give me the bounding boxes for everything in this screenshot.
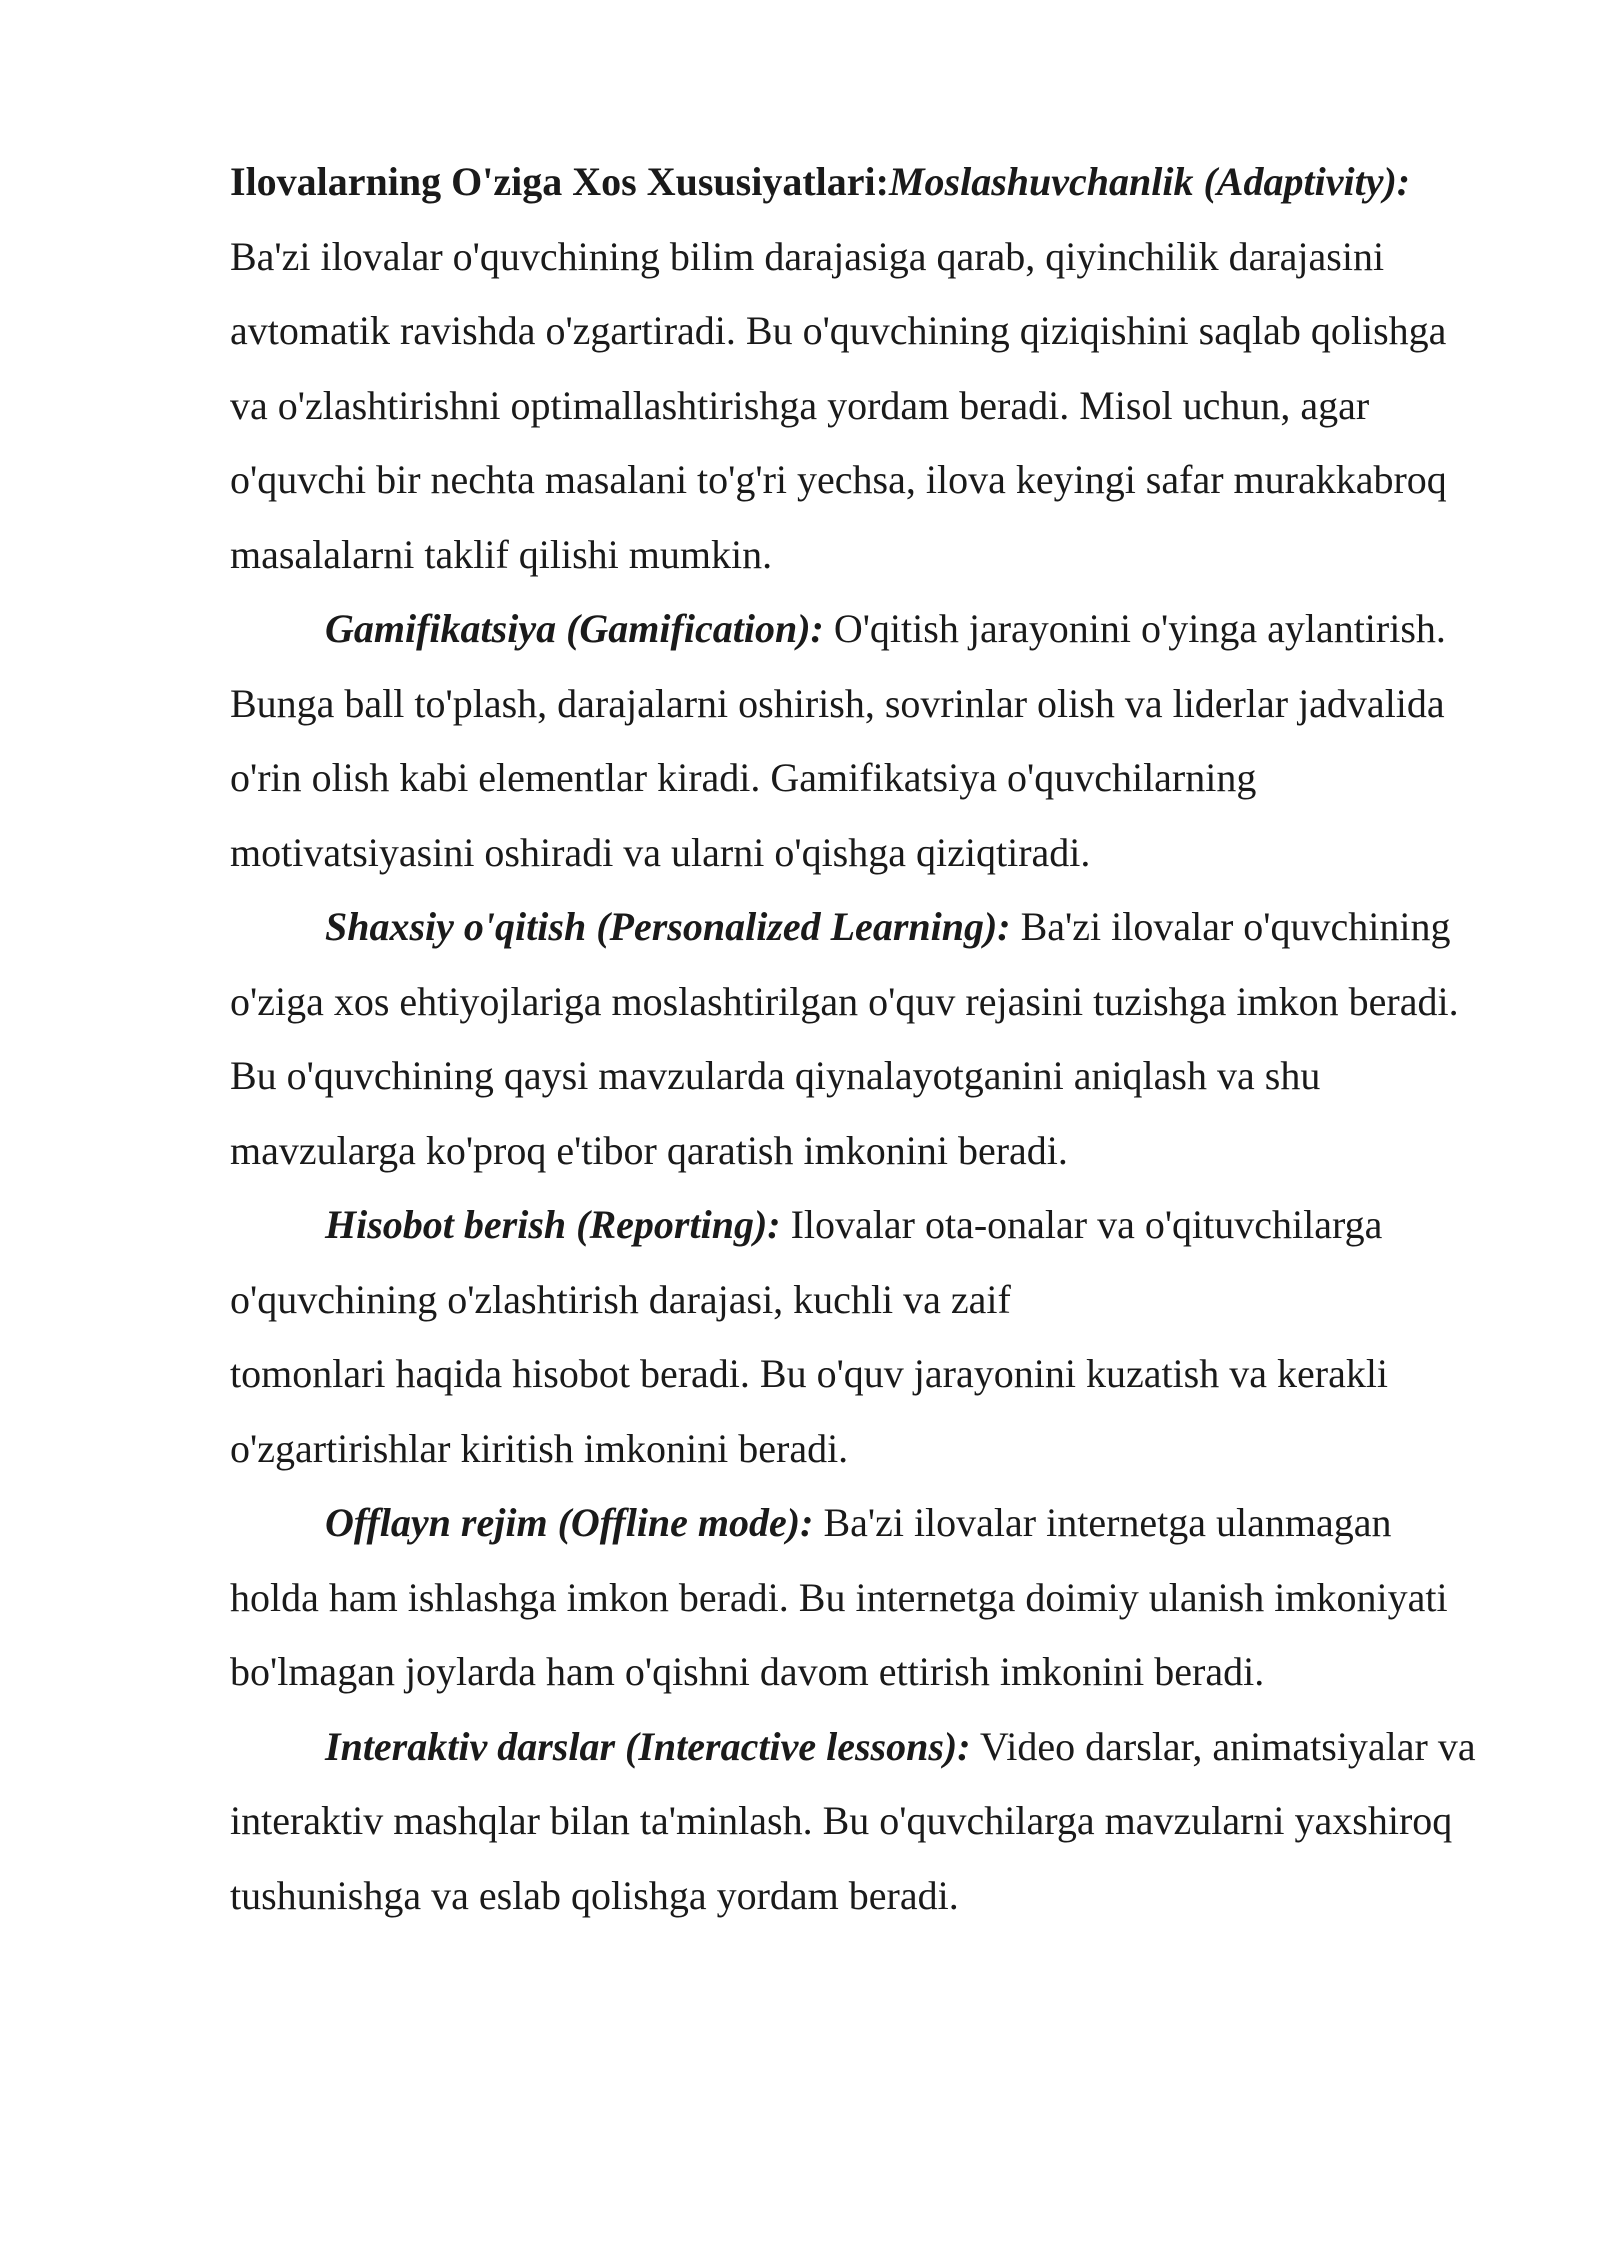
term-reporting: Hisobot berish (Reporting): [325,1202,781,1247]
term-offline-mode: Offlayn rejim (Offline mode): [325,1500,814,1545]
intro-text: Ba'zi ilovalar o'quvchining bilim darajasiga qarab, qiyinchilik darajasini avtomatik ravishda o'zgartiradi. Bu o'quvchining qiziqishini saqlab qolishga va o'zlashtirishni optimallashtirishga yordam beradi. Misol uchun, agar o'quvchi bir nechta masalani to'g'ri yechsa, ilova keyingi safar murakkabroq masalalarni taklif qilishi mumkin. [230,233,1447,577]
paragraph-offline-mode [230,1486,1480,1710]
paragraph-reporting [230,1188,1480,1486]
paragraph-text: Ba'zi ilovalar internetga ulanmagan holda ham ishlashga imkon beradi. Bu internetga doimiy ulanish imkoniyati bo'lmagan joylarda ham o'qishni davom ettirish imkonini beradi. [230,1500,1448,1694]
document-body [230,145,1480,1933]
term-gamification: Gamifikatsiya (Gamification): [325,606,824,651]
paragraph-text: O'qitish jarayonini o'yinga aylantirish. Bunga ball to'plash, darajalarni oshirish, sovrinlar olish va liderlar jadvalida o'rin olish kabi elementlar kiradi. Gamifikatsiya o'quvchilarning motivatsiyasini oshiradi va ularni o'qishga qiziqtiradi. [230,606,1446,875]
paragraph-text: Video darslar, animatsiyalar va interaktiv mashqlar bilan ta'minlash. Bu o'quvchilarga mavzularni yaxshiroq tushunishga va eslab qolishga yordam beradi. [230,1723,1476,1918]
paragraph-gamification [230,592,1480,890]
term-personalized-learning: Shaxsiy o'qitish (Personalized Learning): [325,904,1011,949]
term-adaptivity: Moslashuvchanlik (Adaptivity): [888,159,1411,204]
paragraph-text: Ba'zi ilovalar o'quvchining o'ziga xos ehtiyojlariga moslashtirilgan o'quv rejasini tuzishga imkon beradi. Bu o'quvchining qaysi mavzularda qiynalayotganini aniqlash va shu mavzularga ko'proq e'tibor qaratish imkonini beradi. [230,904,1459,1173]
intro-paragraph [230,145,1480,592]
paragraph-interactive-lessons [230,1710,1480,1934]
paragraph-text-continued: tomonlari haqida hisobot beradi. Bu o'quv jarayonini kuzatish va kerakli o'zgartirishlar kiritish imkonini beradi. [230,1351,1389,1471]
document-heading: Ilovalarning O'ziga Xos Xususiyatlari: [230,159,889,204]
paragraph-personalized-learning [230,890,1480,1188]
term-interactive-lessons: Interaktiv darslar (Interactive lessons): [325,1723,971,1769]
paragraph-text: Ilovalar ota-onalar va o'qituvchilarga o'quvchining o'zlashtirish darajasi, kuchli va zaif [230,1202,1383,1322]
